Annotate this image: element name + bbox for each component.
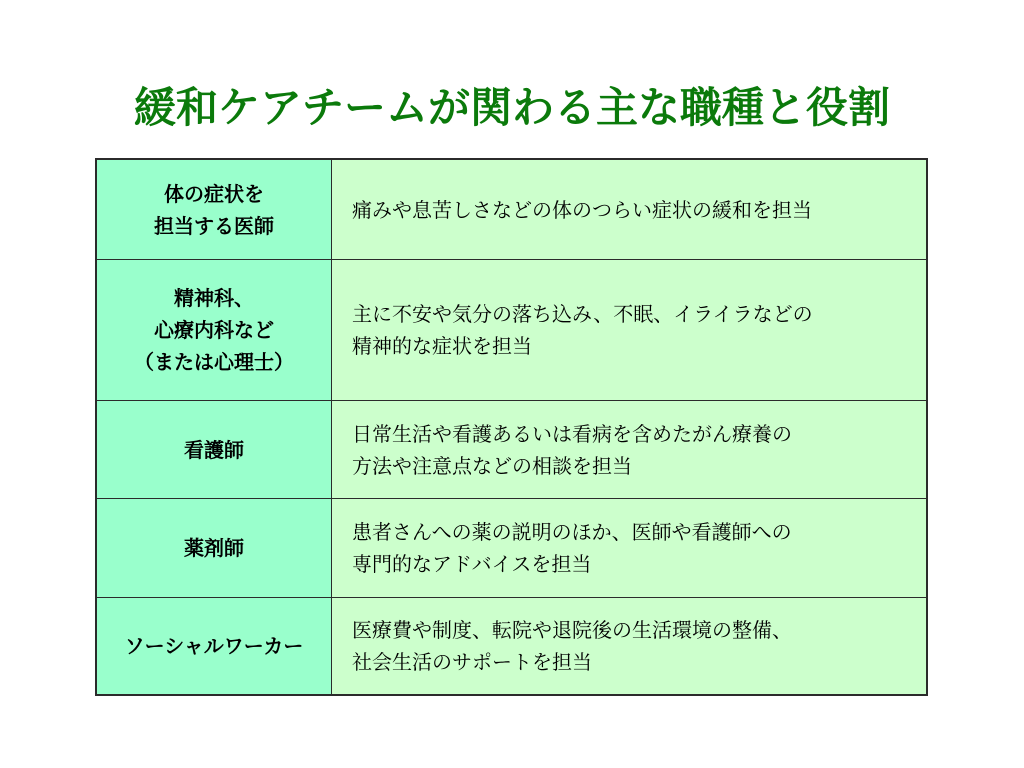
role-cell: 精神科、 心療内科など （または心理士）	[97, 260, 332, 400]
table-row	[97, 499, 926, 598]
description-cell: 患者さんへの薬の説明のほか、医師や看護師への 専門的なアドバイスを担当	[332, 499, 926, 597]
table-row	[97, 401, 926, 499]
page-title: 緩和ケアチームが関わる主な職種と役割	[133, 83, 890, 132]
description-cell: 痛みや息苦しさなどの体のつらい症状の緩和を担当	[332, 160, 926, 259]
role-cell: ソーシャルワーカー	[97, 598, 332, 694]
role-cell: 看護師	[97, 401, 332, 498]
description-cell: 医療費や制度、転院や退院後の生活環境の整備、 社会生活のサポートを担当	[332, 598, 926, 694]
table-row	[97, 598, 926, 694]
description-cell: 主に不安や気分の落ち込み、不眠、イライラなどの 精神的な症状を担当	[332, 260, 926, 400]
table-row	[97, 160, 926, 260]
table-row	[97, 260, 926, 401]
role-cell: 薬剤師	[97, 499, 332, 597]
roles-table	[95, 158, 928, 696]
description-cell: 日常生活や看護あるいは看病を含めたがん療養の 方法や注意点などの相談を担当	[332, 401, 926, 498]
role-cell: 体の症状を 担当する医師	[97, 160, 332, 259]
